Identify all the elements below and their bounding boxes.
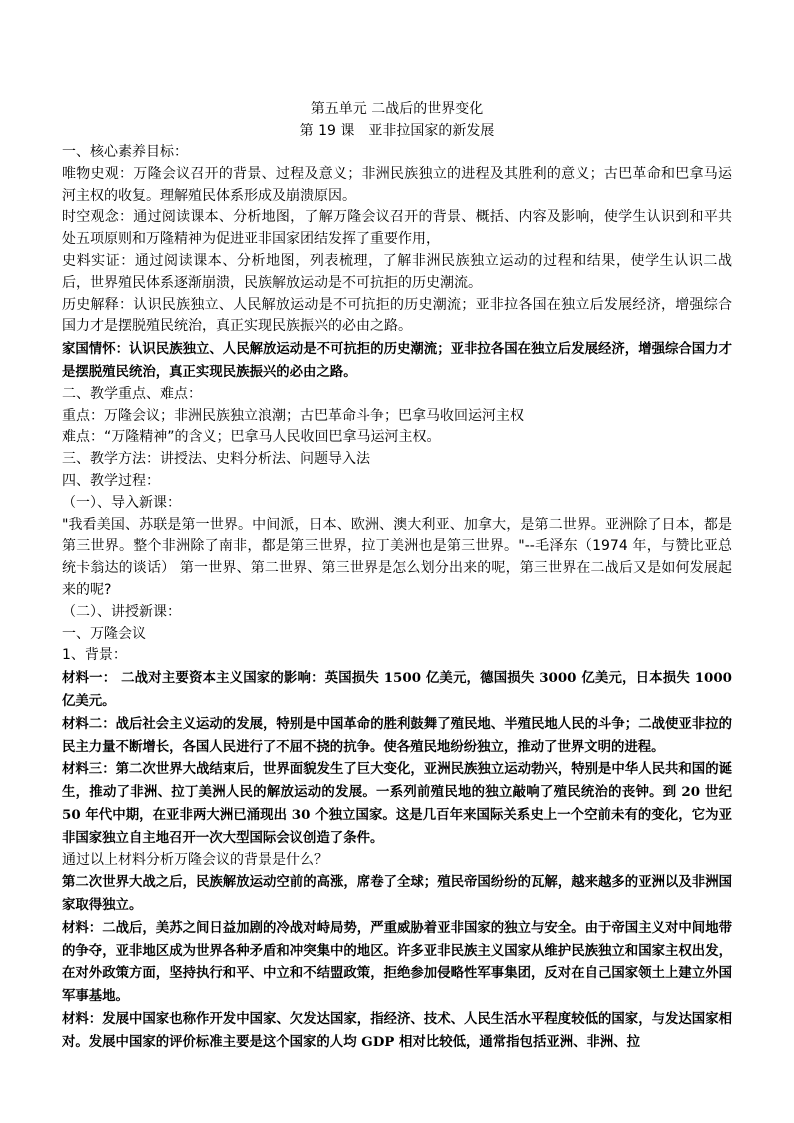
teaching-methods: 三、教学方法：讲授法、史料分析法、问题导入法 (62, 451, 370, 468)
bandung-heading: 一、万隆会议 (62, 625, 146, 642)
intro-heading: （一）、导入新课： (62, 494, 181, 511)
key-points: 重点：万隆会议；非洲民族独立浪潮；古巴革命斗争；巴拿马收回运河主权 (62, 407, 524, 424)
goal-evidence: 史料实证：通过阅读课本、分析地图，列表梳理，了解非洲民族独立运动的过程和结果，使学生认识二战后，世界殖民体系逐渐崩溃，民族解放运动是不可抗拒的历史潮流。 (62, 252, 732, 291)
analysis-answer: 第二次世界大战之后，民族解放运动空前的高涨，席卷了全球；殖民帝国纷纷的瓦解，越来越多的亚洲以及非洲国家取得独立。 (62, 874, 732, 914)
material-three: 材料三：第二次世界大战结束后，世界面貌发生了巨大变化，亚洲民族独立运动勃兴，特别是中华人民共和国的诞生，推动了非洲、拉丁美洲人民的解放运动的发展。一系列前殖民地的独立敲响了殖民统治的丧钟。到 20 世纪 50 年代中期，在亚非两大洲已涌现出 30 个独立国家。这是几百年来国际关系史上一个空前未有的变化，它为亚非国家独立自主地召开一次大型国际会议创造了条件。 (62, 761, 732, 846)
teaching-process-heading: 四、教学过程： (62, 472, 160, 489)
document-page (62, 98, 732, 1054)
goal-materialism: 唯物史观：万隆会议召开的背景、过程及意义；非洲民族独立的进程及其胜利的意义；古巴革命和巴拿马运河主权的收复。理解殖民体系形成及崩溃原因。 (62, 165, 732, 204)
intro-quote: "我看美国、苏联是第一世界。中间派，日本、欧洲、澳大利亚、加拿大，是第二世界。亚洲除了日本，都是第三世界。整个非洲除了南非，都是第三世界，拉丁美洲也是第三世界。"--毛泽东（1974 年，与赞比亚总统卡翁达的谈话） 第一世界、第二世界、第三世界是怎么划分出来的呢，第三世界在二战后又是如何发展起来的呢? (62, 516, 732, 598)
lesson-title: 第 19 课 亚非拉国家的新发展 (299, 123, 495, 139)
material-two: 材料二：战后社会主义运动的发展，特别是中国革命的胜利鼓舞了殖民地、半殖民地人民的斗争；二战使亚非拉的民主力量不断增长，各国人民进行了不屈不挠的抗争。使各殖民地纷纷独立，推动了世界文明的进程。 (62, 715, 732, 755)
background-heading: 1、背景： (62, 647, 127, 664)
material-one: 材料一： 二战对主要资本主义国家的影响：英国损失 1500 亿美元，德国损失 3000 亿美元，日本损失 1000 亿美元。 (62, 670, 732, 709)
goal-spatiotemporal: 时空观念：通过阅读课本、分析地图，了解万隆会议召开的背景、概括、内容及影响，使学生认识到和平共处五项原则和万隆精神为促进亚非国家团结发挥了重要作用， (62, 209, 732, 248)
difficult-points: 难点：“万隆精神”的含义；巴拿马人民收回巴拿马运河主权。 (62, 429, 441, 446)
material-cold-war: 材料：二战后，美苏之间日益加剧的冷战对峙局势，严重威胁着亚非国家的独立与安全。由于帝国主义对中间地带的争夺，亚非地区成为世界各种矛盾和冲突集中的地区。许多亚非民族主义国家从维护民族独立和国家主权出发，在对外政策方面，坚持执行和平、中立和不结盟政策，拒绝参加侵略性军事集团，反对在自己国家领土上建立外国军事基地。 (62, 919, 732, 1005)
core-goals-heading: 一、核心素养目标： (62, 144, 188, 160)
unit-title: 第五单元 二战后的世界变化 (310, 101, 484, 117)
key-difficulty-heading: 二、教学重点、难点： (62, 385, 202, 402)
material-developing-countries: 材料：发展中国家也称作开发中国家、欠发达国家，指经济、技术、人民生活水平程度较低的国家，与发达国家相对。发展中国家的评价标准主要是这个国家的人均 GDP 相对比较低，通常指包括亚洲、非洲、拉 (62, 1011, 732, 1050)
analysis-question: 通过以上材料分析万隆会议的背景是什么？ (62, 851, 328, 868)
goal-patriotism: 家国情怀：认识民族独立、人民解放运动是不可抗拒的历史潮流；亚非拉各国在独立后发展经济，增强综合国力才是摆脱殖民统治，真正实现民族振兴的必由之路。 (62, 341, 732, 380)
lecture-heading: （二）、讲授新课： (62, 603, 181, 620)
goal-interpretation: 历史解释：认识民族独立、人民解放运动是不可抗拒的历史潮流；亚非拉各国在独立后发展经济，增强综合国力才是摆脱殖民统治，真正实现民族振兴的必由之路。 (62, 296, 732, 335)
